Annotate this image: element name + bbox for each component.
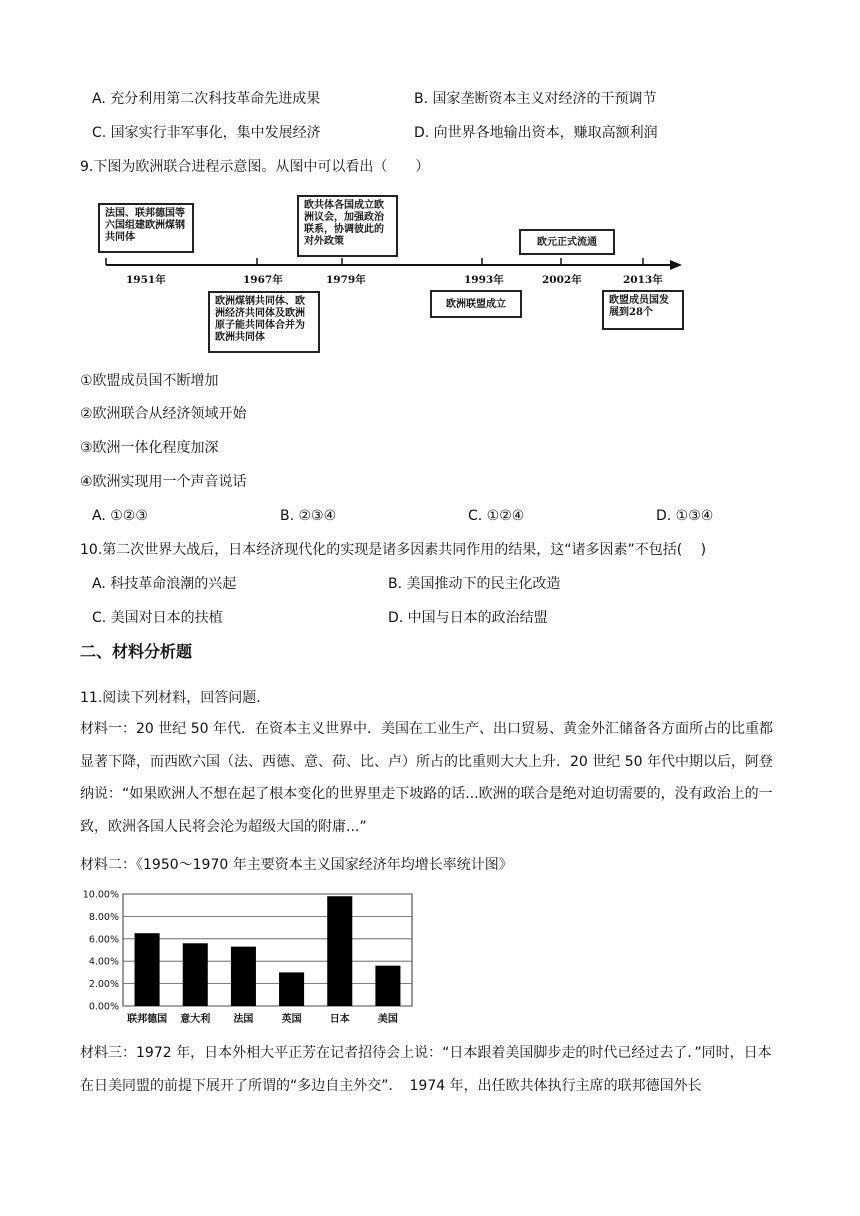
y-tick-label: 6.00% — [88, 934, 119, 946]
x-tick-label: 日本 — [329, 1014, 350, 1025]
q10-option-a: A. 科技革命浪潮的兴起 — [92, 576, 237, 592]
q8-option-c: C. 国家实行非军事化，集中发展经济 — [92, 125, 321, 141]
eu-integration-timeline — [96, 192, 696, 360]
q9-item-1: ①欧盟成员国不断增加 — [80, 373, 219, 389]
q11-material-2-label: 材料二：《1950～1970 年主要资本主义国家经济年均增长率统计图》 — [80, 857, 513, 873]
timeline-year: 1993年 — [464, 274, 504, 286]
bar — [375, 966, 400, 1006]
q9-stem: 9.下图为欧洲联合进程示意图。从图中可以看出（ ） — [80, 159, 430, 175]
bar — [183, 943, 208, 1006]
x-tick-label: 美国 — [377, 1014, 398, 1025]
timeline-box-1993: 欧洲联盟成立 — [430, 290, 522, 318]
y-tick-label: 4.00% — [88, 956, 119, 968]
q9-item-2: ②欧洲联合从经济领域开始 — [80, 406, 247, 422]
plot-area — [123, 894, 412, 1006]
bar — [231, 947, 256, 1006]
q11-material-1: 材料一：20 世纪 50 年代．在资本主义世界中．美国在工业生产、出口贸易、黄金外汇储备各方面所占的比重都显著下降，而西欧六国（法、西德、意、荷、比、卢）所占的比重则大大上升．20 世纪 50 年代中期以后，阿登纳说：“如果欧洲人不想在起了根本变化的世界里走下坡路的话...欧洲的联合是绝对迫切需要的，没有政治上的一致，欧洲各国人民将会沦为超级大国的附庸...” — [80, 721, 773, 835]
bar — [135, 933, 160, 1006]
q9-option-c: C. ①②④ — [468, 508, 525, 524]
q11-stem: 11.阅读下列材料，回答问题． — [80, 690, 271, 706]
bar — [327, 896, 352, 1006]
q10-option-c: C. 美国对日本的扶植 — [92, 610, 223, 626]
timeline-box-1951: 法国、联邦德国等六国组建欧洲煤钢共同体 — [98, 203, 194, 253]
growth-rate-chart — [80, 886, 420, 1032]
timeline-year: 1979年 — [326, 274, 366, 286]
q8-option-d: D. 向世界各地输出资本，赚取高额利润 — [414, 125, 658, 141]
q9-option-d: D. ①③④ — [656, 508, 714, 524]
q10-stem: 10.第二次世界大战后，日本经济现代化的实现是诸多因素共同作用的结果，这“诸多因素”不包括( ) — [80, 542, 707, 558]
x-tick-label: 联邦德国 — [127, 1014, 168, 1025]
timeline-box-2013: 欧盟成员国发展到28个 — [602, 290, 684, 330]
q9-option-b: B. ②③④ — [280, 508, 337, 524]
growth-rate-chart-svg — [80, 886, 420, 1032]
timeline-year: 1967年 — [243, 274, 283, 286]
q10-option-d: D. 中国与日本的政治结盟 — [388, 610, 548, 626]
y-tick-label: 0.00% — [88, 1001, 119, 1013]
timeline-arrow — [670, 260, 682, 270]
q11-material-3: 材料三：1972 年，日本外相大平正芳在记者招待会上说：“日本跟着美国脚步走的时代已经过去了．”同时，日本在日美同盟的前提下展开了所谓的“多边自主外交”． 1974 年，出任欧共体执行主席的联邦德国外长 — [80, 1045, 772, 1094]
x-tick-label: 英国 — [281, 1014, 302, 1025]
x-tick-label: 意大利 — [180, 1014, 211, 1025]
timeline-box-2002: 欧元正式流通 — [519, 229, 615, 255]
timeline-year: 1951年 — [126, 274, 166, 286]
x-tick-label: 法国 — [233, 1014, 254, 1025]
q8-option-b: B. 国家垄断资本主义对经济的干预调节 — [414, 91, 657, 107]
bar — [279, 972, 304, 1006]
y-tick-label: 8.00% — [88, 911, 119, 923]
q9-option-a: A. ①②③ — [92, 508, 148, 524]
timeline-year: 2013年 — [623, 274, 663, 286]
q8-option-a: A. 充分利用第二次科技革命先进成果 — [92, 91, 321, 107]
timeline-box-1967: 欧洲煤钢共同体、欧洲经济共同体及欧洲原子能共同体合并为欧洲共同体 — [208, 291, 320, 353]
y-tick-label: 10.00% — [82, 889, 119, 901]
timeline-box-1979: 欧共体各国成立欧洲议会，加强政治联系，协调彼此的对外政策 — [297, 195, 398, 257]
section-heading: 二、材料分析题 — [80, 642, 193, 661]
y-tick-label: 2.00% — [88, 979, 119, 991]
q9-item-3: ③欧洲一体化程度加深 — [80, 440, 219, 456]
q9-item-4: ④欧洲实现用一个声音说话 — [80, 474, 247, 490]
q10-option-b: B. 美国推动下的民主化改造 — [388, 576, 561, 592]
timeline-year: 2002年 — [542, 274, 582, 286]
